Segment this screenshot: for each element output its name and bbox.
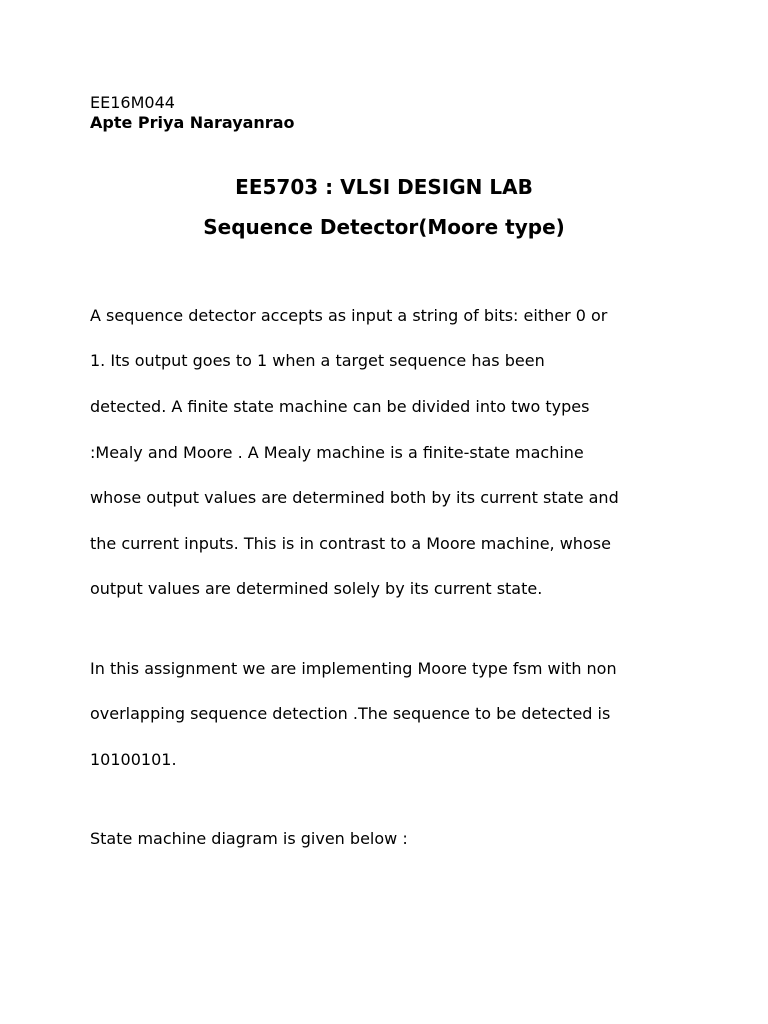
- paragraph-assignment: [90, 635, 680, 795]
- paragraph-line: :Mealy and Moore . A Mealy machine is a finite-state machine: [90, 442, 584, 462]
- paragraph-diagram-note: [90, 806, 680, 874]
- paragraph-line: overlapping sequence detection .The sequence to be detected is: [90, 704, 611, 724]
- course-title: EE5703 : VLSI DESIGN LAB: [235, 175, 533, 199]
- paragraph-line: 1. Its output goes to 1 when a target sequence has been: [90, 351, 545, 371]
- roll-number: EE16M044: [90, 93, 175, 112]
- paragraph-line: whose output values are determined both by its current state and: [90, 488, 619, 508]
- paragraph-line: In this assignment we are implementing Moore type fsm with non: [90, 658, 617, 678]
- author-header: [90, 93, 690, 133]
- paragraph-line: the current inputs. This is in contrast to a Moore machine, whose: [90, 533, 611, 553]
- paragraph-line: 10100101.: [90, 749, 177, 769]
- paragraph-line: detected. A finite state machine can be divided into two types: [90, 396, 590, 416]
- document-title: Sequence Detector(Moore type): [203, 215, 565, 239]
- paragraph-line: A sequence detector accepts as input a string of bits: either 0 or: [90, 305, 608, 325]
- paragraph-line: output values are determined solely by its current state.: [90, 579, 543, 599]
- paragraph-intro: [90, 282, 680, 624]
- paragraph-line: State machine diagram is given below :: [90, 829, 408, 849]
- document-body: [90, 282, 680, 885]
- student-name: Apte Priya Narayanrao: [90, 113, 295, 132]
